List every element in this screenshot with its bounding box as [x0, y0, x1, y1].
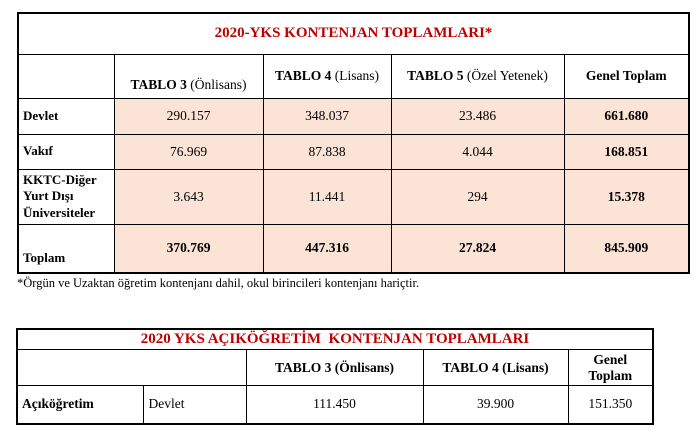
table1-footnote: *Örgün ve Uzaktan öğretim kontenjanı dahil, okul birincileri kontenjanı hariçtir.	[17, 276, 420, 290]
kontenjan-toplamlari-table	[17, 12, 690, 274]
table1-header-tablo4	[263, 54, 391, 98]
table-row-acikogretim	[17, 386, 653, 424]
cell-vakif-ozel-yetenek: 4.044	[391, 134, 564, 169]
cell-devlet-genel-toplam: 661.680	[564, 98, 689, 134]
cell-toplam-ozel-yetenek: 27.824	[391, 224, 564, 273]
cell-toplam-onlisans: 370.769	[114, 224, 263, 273]
table1-header-tablo5-normal: (Özel Yetenek)	[463, 68, 548, 83]
table1-header-tablo5	[391, 54, 564, 98]
table1-header-genel-toplam-bold: Genel Toplam	[585, 68, 667, 83]
table-row-vakif	[18, 134, 689, 169]
cell-acikogretim-lisans: 39.900	[423, 386, 568, 424]
cell-vakif-onlisans: 76.969	[114, 134, 263, 169]
table1-title: 2020-YKS KONTENJAN TOPLAMLARI*	[18, 13, 689, 54]
table2-header-tablo4: TABLO 4 (Lisans)	[423, 350, 568, 386]
cell-vakif-genel-toplam: 168.851	[564, 134, 689, 169]
row-label-acikogretim: Açıköğretim	[17, 386, 143, 424]
table2-corner-cell	[17, 350, 246, 386]
cell-kktc-genel-toplam: 15.378	[564, 169, 689, 224]
acikogretim-kontenjan-table	[16, 328, 654, 425]
row-label-vakif: Vakıf	[18, 134, 114, 169]
cell-kktc-ozel-yetenek: 294	[391, 169, 564, 224]
table1-header-genel-toplam	[564, 54, 689, 98]
row-label-kktc: KKTC-Diğer Yurt Dışı Üniversiteler	[18, 169, 114, 224]
cell-toplam-genel-toplam: 845.909	[564, 224, 689, 273]
cell-vakif-lisans: 87.838	[263, 134, 391, 169]
table1-header-tablo3	[114, 54, 263, 98]
table1-header-tablo5-bold: TABLO 5	[407, 68, 464, 83]
cell-toplam-lisans: 447.316	[263, 224, 391, 273]
table1-header-tablo4-normal: (Lisans)	[331, 68, 379, 83]
cell-acikogretim-genel-toplam: 151.350	[568, 386, 653, 424]
table1-header-tablo3-bold: TABLO 3	[130, 76, 187, 92]
cell-kktc-lisans: 11.441	[263, 169, 391, 224]
cell-acikogretim-onlisans: 111.450	[246, 386, 423, 424]
cell-kktc-onlisans: 3.643	[114, 169, 263, 224]
row-label-devlet: Devlet	[18, 98, 114, 134]
table-row-toplam	[18, 224, 689, 273]
row-label-toplam: Toplam	[18, 224, 114, 273]
table1-header-tablo3-normal: (Önlisans)	[186, 76, 247, 92]
table2-header-genel-toplam: Genel Toplam	[568, 350, 653, 386]
table2-title: 2020 YKS AÇIKÖĞRETİM KONTENJAN TOPLAMLARI	[17, 329, 653, 350]
cell-acikogretim-devlet-label: Devlet	[143, 386, 246, 424]
cell-devlet-lisans: 348.037	[263, 98, 391, 134]
cell-devlet-ozel-yetenek: 23.486	[391, 98, 564, 134]
table1-corner-cell	[18, 54, 114, 98]
table-row-devlet	[18, 98, 689, 134]
table1-header-tablo4-bold: TABLO 4	[274, 68, 332, 83]
cell-devlet-onlisans: 290.157	[114, 98, 263, 134]
table-row-kktc	[18, 169, 689, 224]
table2-header-tablo3: TABLO 3 (Önlisans)	[246, 350, 423, 386]
